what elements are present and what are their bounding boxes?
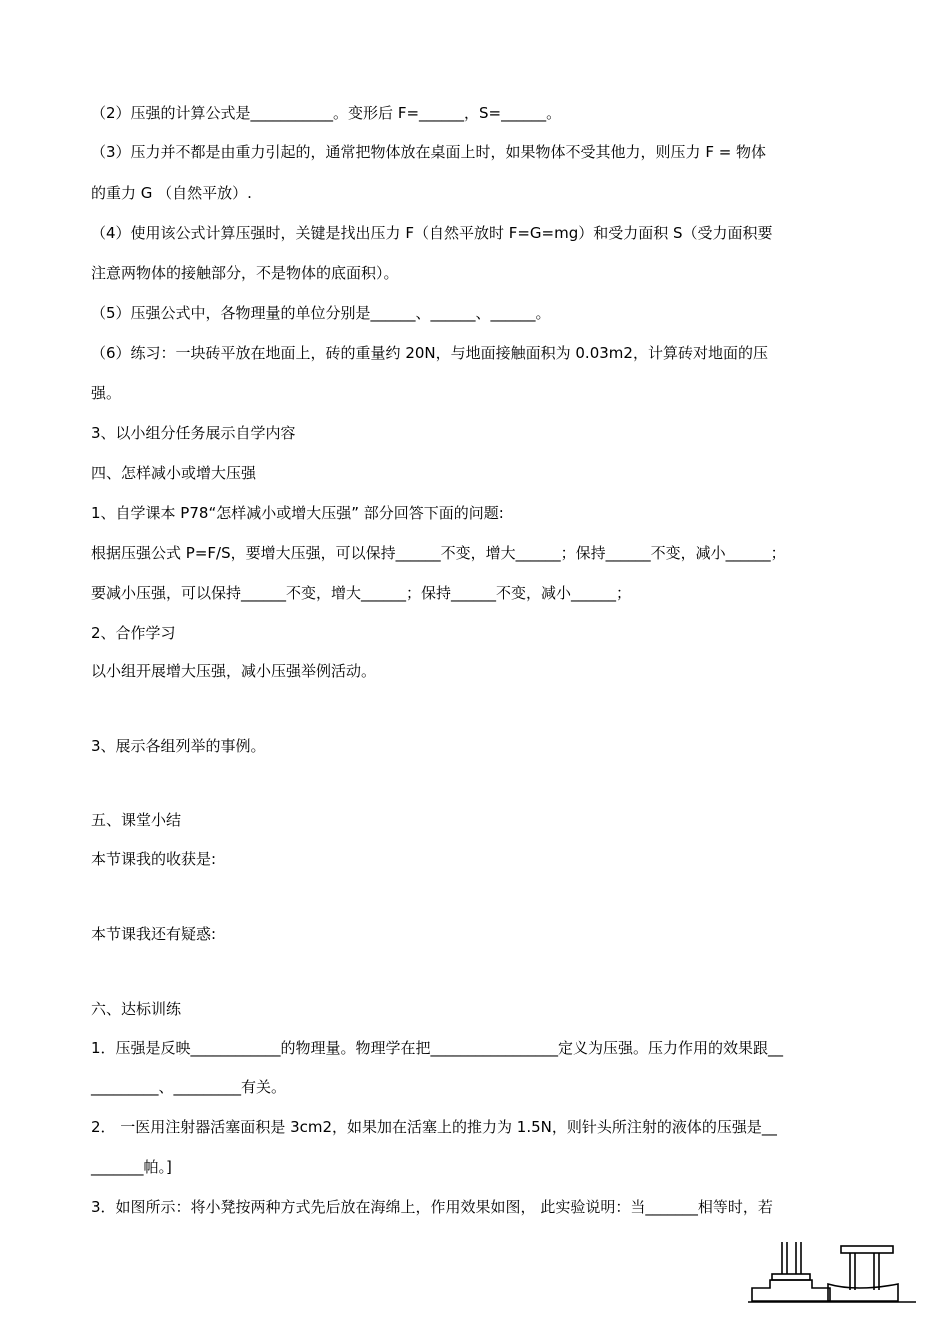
section-heading-6: 六、达标训练 xyxy=(91,1000,182,1018)
text-line-formula: （2）压强的计算公式是___________。变形后 F=______，S=______。 xyxy=(91,104,562,122)
section-heading-4: 四、怎样减小或增大压强 xyxy=(91,464,257,482)
text-line-pressure-force-2: 的重力 G （自然平放）. xyxy=(91,184,252,202)
text-line-question-3: 3．如图所示：将小凳按两种方式先后放在海绵上，作用效果如图， 此实验说明：当_______相等时，若 xyxy=(91,1198,773,1216)
text-line-group-show: 3、以小组分任务展示自学内容 xyxy=(91,424,296,442)
text-line-group-activity: 以小组开展增大压强，减小压强举例活动。 xyxy=(91,662,377,680)
text-line-decrease-pressure: 要减小压强，可以保持______不变，增大______；保持______不变，减小______； xyxy=(91,584,632,602)
text-line-doubts: 本节课我还有疑惑: xyxy=(91,925,217,943)
text-line-question-1b: _________、_________有关。 xyxy=(91,1078,287,1096)
sponge-right xyxy=(828,1284,898,1301)
text-line-exercise-1: （6）练习：一块砖平放在地面上，砖的重量约 20N，与地面接触面积为 0.03m2，计算砖对地面的压 xyxy=(91,344,768,362)
text-line-gains: 本节课我的收获是: xyxy=(91,850,217,868)
text-line-show-examples: 3、展示各组列举的事例。 xyxy=(91,737,266,755)
text-line-exercise-2: 强。 xyxy=(91,384,122,402)
text-line-pressure-force-1: （3）压力并不都是由重力引起的，通常把物体放在桌面上时，如果物体不受其他力，则压力 F = 物体 xyxy=(91,143,767,161)
text-line-formula-usage-1: （4）使用该公式计算压强时，关键是找出压力 F（自然平放时 F=G=mg）和受力面积 S（受力面积要 xyxy=(91,224,773,242)
text-line-question-1a: 1．压强是反映____________的物理量。物理学在把_________________定义为压强。压力作用的效果跟__ xyxy=(91,1039,784,1057)
text-line-self-study: 1、自学课本 P78“怎样减小或增大压强” 部分回答下面的问题: xyxy=(91,504,504,522)
text-line-question-2a: 2． 一医用注射器活塞面积是 3cm2，如果加在活塞上的推力为 1.5N，则针头所注射的液体的压强是__ xyxy=(91,1118,777,1136)
stool-seat-left xyxy=(772,1274,810,1280)
stool-seat-right xyxy=(841,1246,893,1253)
sponge-left xyxy=(752,1280,830,1301)
text-line-units: （5）压强公式中，各物理量的单位分别是______、______、______。 xyxy=(91,304,551,322)
text-line-increase-pressure: 根据压强公式 P=F/S，要增大压强，可以保持______不变，增大______；保持______不变，减小______； xyxy=(91,544,786,562)
stool-sponge-figure xyxy=(748,1236,918,1306)
section-heading-5: 五、课堂小结 xyxy=(91,811,182,829)
text-line-question-2b: _______帕。] xyxy=(91,1158,172,1176)
text-line-formula-usage-2: 注意两物体的接触部分，不是物体的底面积）。 xyxy=(91,264,399,282)
text-line-cooperative: 2、合作学习 xyxy=(91,624,176,642)
